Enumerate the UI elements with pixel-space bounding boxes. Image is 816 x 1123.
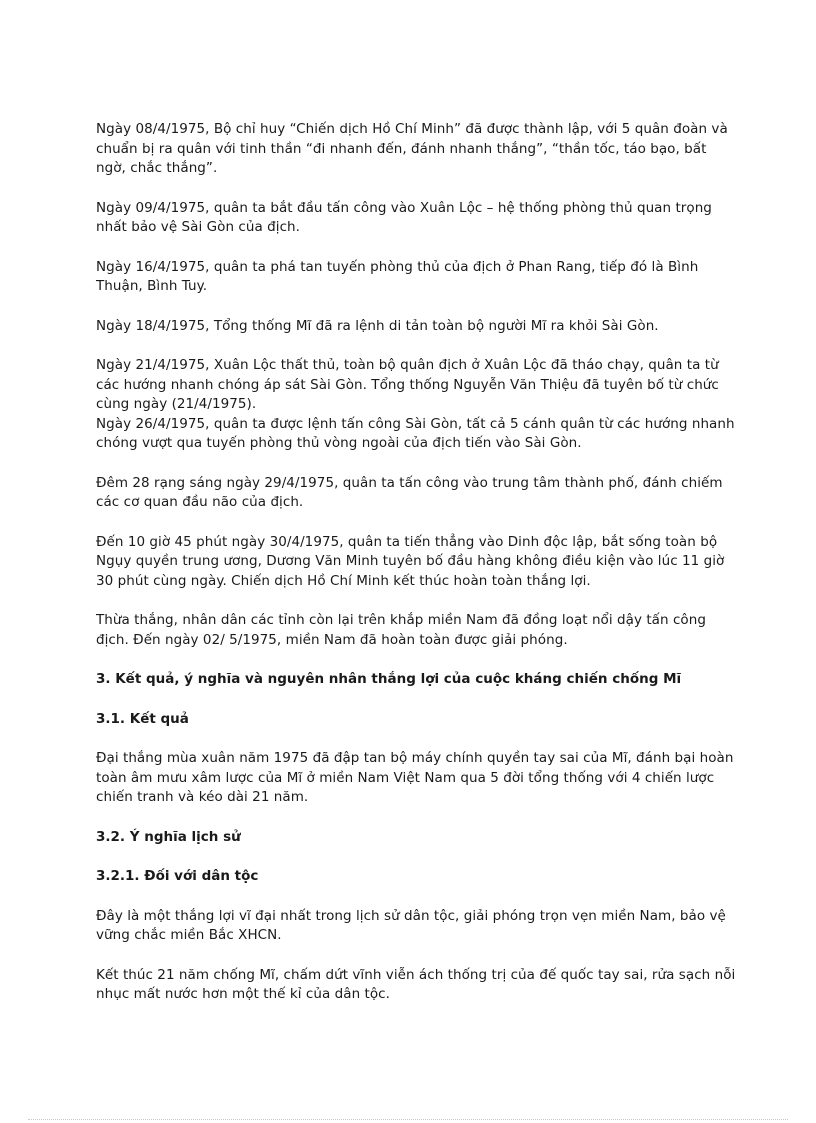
paragraph-apr-28-29: Đêm 28 rạng sáng ngày 29/4/1975, quân ta tấn công vào trung tâm thành phố, đánh chiếm các cơ quan đầu não của địch.	[96, 474, 723, 510]
section-3-2-heading: 3.2. Ý nghĩa lịch sử	[96, 828, 241, 845]
page-bottom-divider	[28, 1119, 788, 1120]
paragraph-apr-30: Đến 10 giờ 45 phút ngày 30/4/1975, quân ta tiến thẳng vào Dinh độc lập, bắt sống toàn bộ Ngụy quyền trung ương, Dương Văn Minh tuyên bố đầu hàng không điều kiện vào lúc 11 giờ 30 phút cùng ngày. Chiến dịch Hồ Chí Minh kết thúc hoàn toàn thắng lợi.	[96, 533, 725, 589]
paragraph-may-02: Thừa thắng, nhân dân các tỉnh còn lại trên khắp miền Nam đã đồng loạt nổi dậy tấn công địch. Đến ngày 02/ 5/1975, miền Nam đã hoàn toàn được giải phóng.	[96, 612, 706, 648]
section-3-2-1-text-1: Đây là một thắng lợi vĩ đại nhất trong lịch sử dân tộc, giải phóng trọn vẹn miền Nam, bảo vệ vững chắc miền Bắc XHCN.	[96, 907, 726, 943]
paragraph-apr-08: Ngày 08/4/1975, Bộ chỉ huy “Chiến dịch Hồ Chí Minh” đã được thành lập, với 5 quân đoàn và chuẩn bị ra quân với tinh thần “đi nhanh đến, đánh nhanh thắng”, “thần tốc, táo bạo, bất ngờ, chắc thắng”.	[96, 121, 728, 176]
paragraph-apr-16: Ngày 16/4/1975, quân ta phá tan tuyến phòng thủ của địch ở Phan Rang, tiếp đó là Bình Thuận, Bình Tuy.	[96, 258, 699, 294]
document-body	[96, 120, 736, 1025]
paragraph-apr-26: Ngày 26/4/1975, quân ta được lệnh tấn công Sài Gòn, tất cả 5 cánh quân từ các hướng nhanh chóng vượt qua tuyến phòng thủ vòng ngoài của địch tiến vào Sài Gòn.	[96, 415, 735, 451]
section-3-1-text: Đại thắng mùa xuân năm 1975 đã đập tan bộ máy chính quyền tay sai của Mĩ, đánh bại hoàn toàn âm mưu xâm lược của Mĩ ở miền Nam Việt Nam qua 5 đời tổng thống với 4 chiến lược chiến tranh và kéo dài 21 năm.	[96, 750, 734, 805]
section-3-2-1-heading: 3.2.1. Đối với dân tộc	[96, 868, 259, 884]
section-3-1-heading: 3.1. Kết quả	[96, 710, 189, 727]
section-3-2-1-text-2: Kết thúc 21 năm chống Mĩ, chấm dứt vĩnh viễn ách thống trị của đế quốc tay sai, rửa sạch nỗi nhục mất nước hơn một thế kỉ của dân tộc.	[96, 966, 736, 1002]
paragraph-apr-18: Ngày 18/4/1975, Tổng thống Mĩ đã ra lệnh di tản toàn bộ người Mĩ ra khỏi Sài Gòn.	[96, 317, 659, 334]
paragraph-apr-09: Ngày 09/4/1975, quân ta bắt đầu tấn công vào Xuân Lộc – hệ thống phòng thủ quan trọng nhất bảo vệ Sài Gòn của địch.	[96, 199, 712, 235]
section-3-heading: 3. Kết quả, ý nghĩa và nguyên nhân thắng lợi của cuộc kháng chiến chống Mĩ	[96, 671, 682, 687]
paragraph-apr-21: Ngày 21/4/1975, Xuân Lộc thất thủ, toàn bộ quân địch ở Xuân Lộc đã tháo chạy, quân ta từ các hướng nhanh chóng áp sát Sài Gòn. Tổng thống Nguyễn Văn Thiệu đã tuyên bố từ chức cùng ngày (21/4/1975).	[96, 357, 719, 412]
